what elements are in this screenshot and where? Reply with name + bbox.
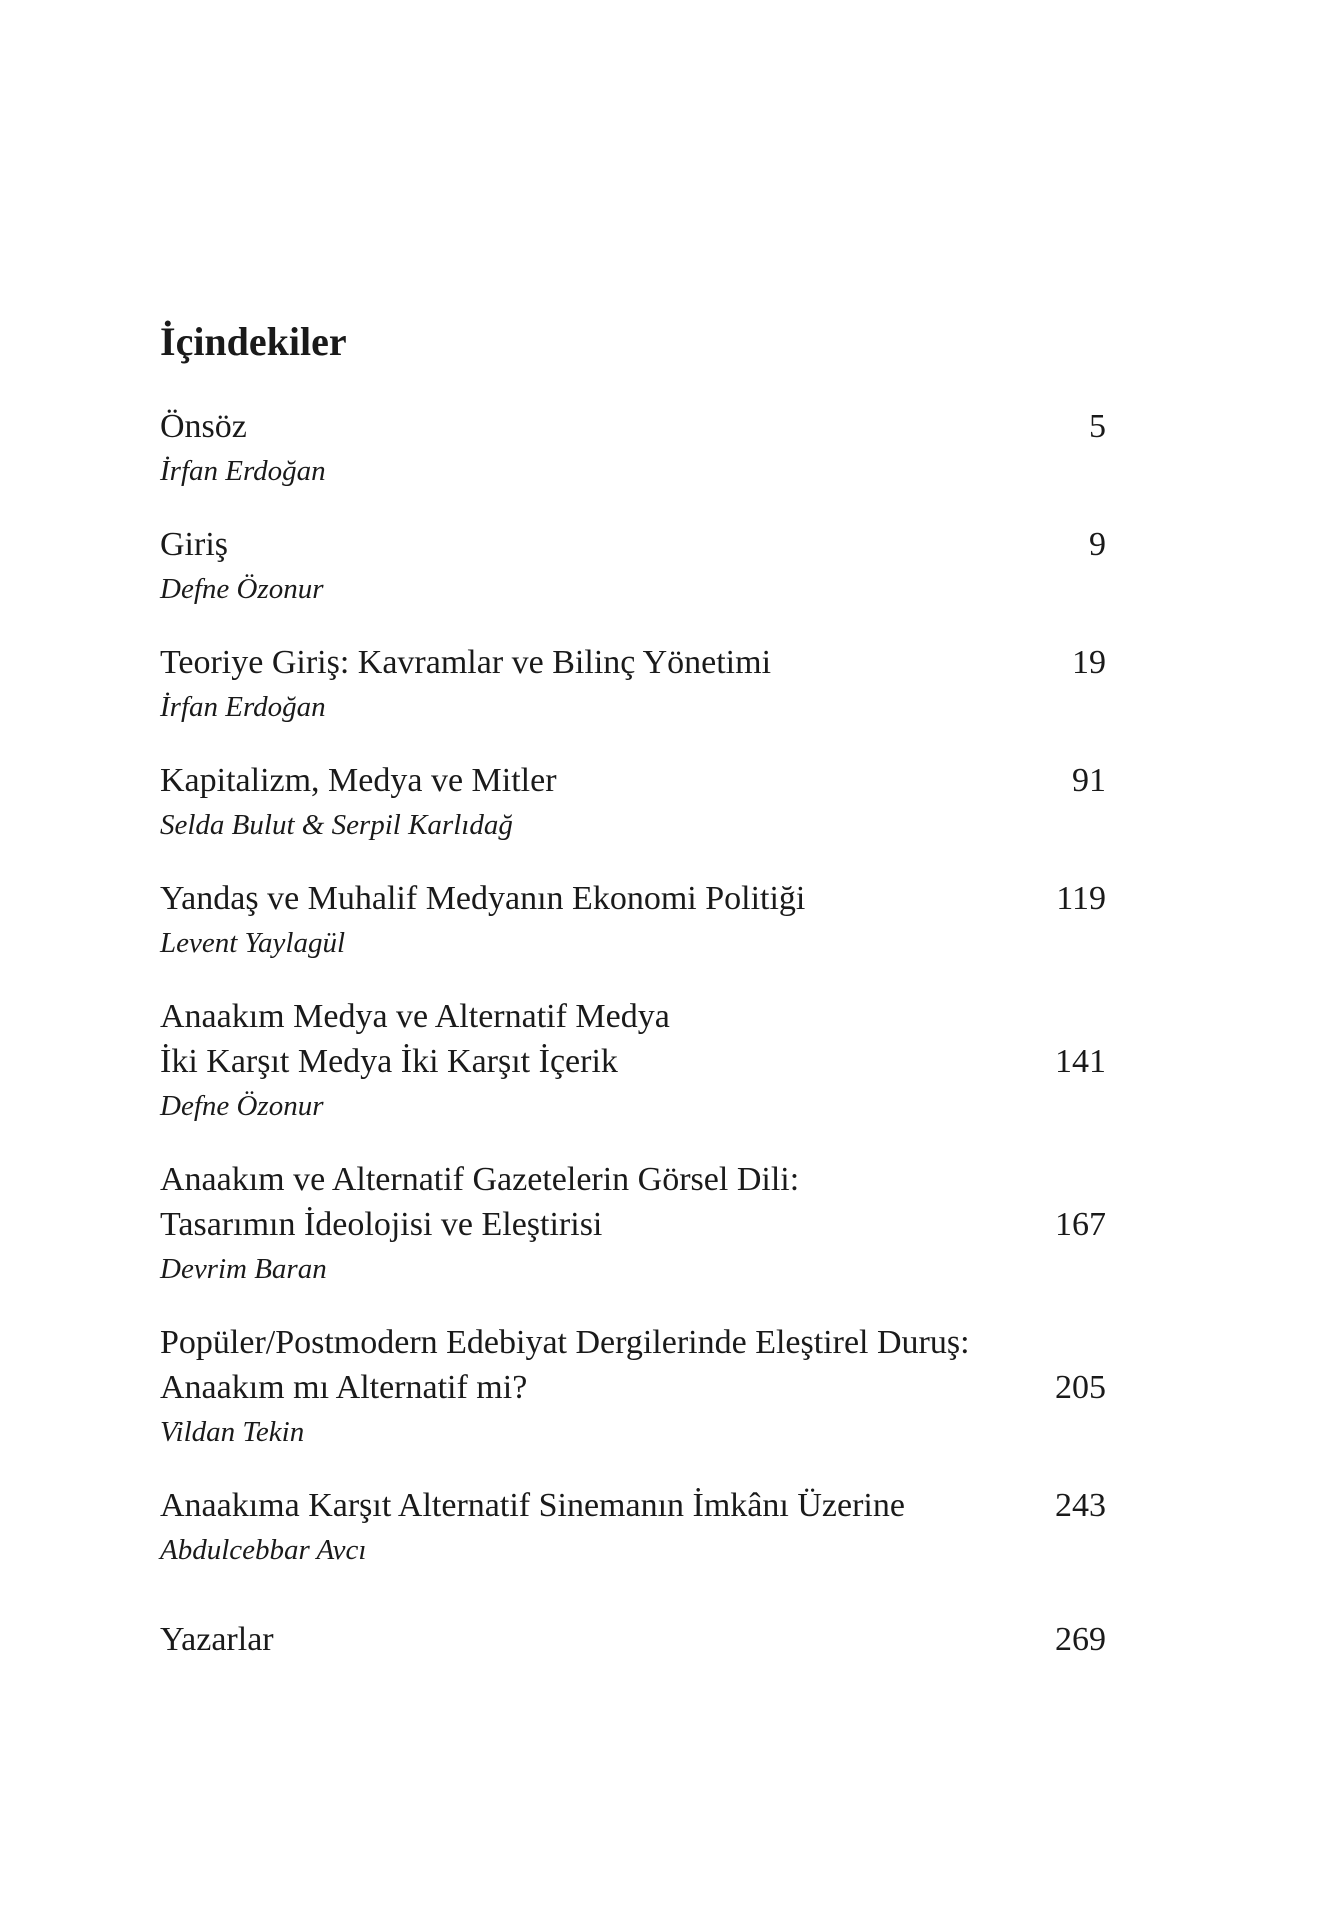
toc-entry-author: Vildan Tekin	[160, 1416, 305, 1448]
toc-page-number: 205	[1055, 1369, 1106, 1406]
toc-page-number: 19	[1072, 644, 1106, 681]
toc-page-number: 5	[1089, 408, 1106, 445]
toc-entry-title: Teoriye Giriş: Kavramlar ve Bilinç Yönetimi	[160, 644, 772, 681]
toc-entry-title: Anaakım mı Alternatif mi?	[160, 1369, 528, 1406]
toc-entry	[160, 1157, 1106, 1292]
toc-heading: İçindekiler	[160, 319, 347, 364]
toc-page-number: 9	[1089, 526, 1106, 563]
toc-page-number: 167	[1055, 1206, 1106, 1243]
toc-entry-title: Kapitalizm, Medya ve Mitler	[160, 762, 557, 799]
toc-entry-title: Popüler/Postmodern Edebiyat Dergilerinde Eleştirel Duruş:	[160, 1324, 970, 1361]
toc-entry-title: Giriş	[160, 526, 228, 563]
toc-entry	[160, 876, 1106, 966]
toc-entry	[160, 1483, 1106, 1573]
toc-page-number: 141	[1055, 1043, 1106, 1080]
toc-entry-title: İki Karşıt Medya İki Karşıt İçerik	[160, 1043, 618, 1080]
toc-entry-title: Anaakım Medya ve Alternatif Medya	[160, 998, 670, 1035]
toc-entry-author: İrfan Erdoğan	[160, 455, 326, 487]
toc-entry	[160, 640, 1106, 730]
toc-entry-author: Defne Özonur	[160, 1090, 324, 1122]
toc-entry-author: Abdulcebbar Avcı	[160, 1534, 367, 1566]
toc-entry-title: Anaakıma Karşıt Alternatif Sinemanın İmkânı Üzerine	[160, 1487, 905, 1524]
toc-page-number: 91	[1072, 762, 1106, 799]
toc-entry	[160, 522, 1106, 612]
toc-entry	[160, 758, 1106, 848]
toc-page-number: 119	[1056, 880, 1106, 917]
toc-entry	[160, 404, 1106, 494]
toc-entry-author: Defne Özonur	[160, 573, 324, 605]
toc-entry	[160, 1320, 1106, 1455]
table-of-contents	[160, 404, 1106, 1662]
toc-entry-title: Anaakım ve Alternatif Gazetelerin Görsel Dili:	[160, 1161, 800, 1198]
toc-entry-author: Levent Yaylagül	[160, 927, 346, 959]
toc-entry-author: Selda Bulut & Serpil Karlıdağ	[160, 809, 513, 841]
toc-entry-title: Tasarımın İdeolojisi ve Eleştirisi	[160, 1206, 603, 1243]
toc-entry-title: Önsöz	[160, 408, 247, 445]
toc-entry-author: Devrim Baran	[160, 1253, 327, 1285]
toc-page-number: 243	[1055, 1487, 1106, 1524]
toc-entry-title: Yazarlar	[160, 1621, 274, 1658]
toc-entry-title: Yandaş ve Muhalif Medyanın Ekonomi Politiği	[160, 880, 806, 917]
toc-entry	[160, 994, 1106, 1129]
toc-entry-author: İrfan Erdoğan	[160, 691, 326, 723]
toc-page-number: 269	[1055, 1621, 1106, 1658]
toc-entry	[160, 1617, 1106, 1662]
